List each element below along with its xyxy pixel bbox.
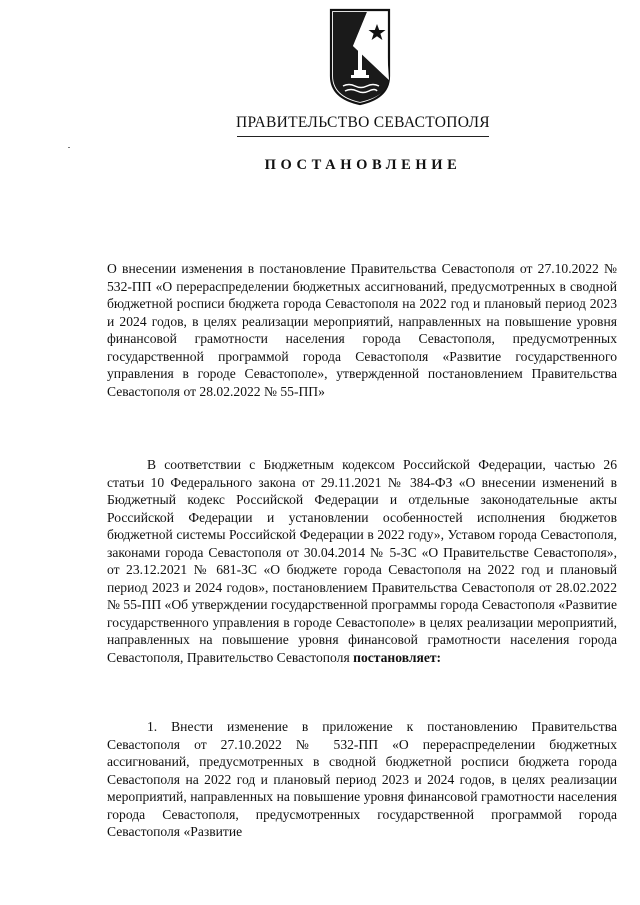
preamble-paragraph (107, 456, 617, 666)
sevastopol-coat-of-arms-icon (327, 6, 393, 106)
clause-1-paragraph: 1. Внести изменение в приложение к постановлению Правительства Севастополя от 27.10.2022 № 532-ПП «О перераспределении бюджетных ассигнований, предусмотренных в сводной бюджетной росписи бюджета города Севастополя на 2022 год и плановый период 2023 и 2024 годов, в целях реализации мероприятий, направленных на повышение уровня финансовой грамотности населения города Севастополя, предусмотренных государственной программой города Севастополя «Развитие (107, 719, 617, 839)
header-underline (237, 136, 489, 137)
document-type-title: ПОСТАНОВЛЕНИЕ (264, 157, 462, 173)
document-subject: О внесении изменения в постановление Правительства Севастополя от 27.10.2022 № 532-ПП «О перераспределении бюджетных ассигнований, предусмотренных в сводной бюджетной росписи бюджета города Севастополя на 2022 год и плановый период 2023 и 2024 годов, в целях реализации мероприятий, направленных на повышение уровня финансовой грамотности населения города Севастополя, предусмотренных государственной программой города Севастополя «Развитие государственного управления в городе Севастополе», утвержденной постановлением Правительства Севастополя от 28.02.2022 № 55-ПП» (107, 261, 617, 399)
preamble-text: В соответствии с Бюджетным кодексом Российской Федерации, частью 26 статьи 10 Федерального закона от 29.11.2021 № 384-ФЗ «О внесении изменений в Бюджетный кодекс Российской Федерации и отдельные законодательные акты Российской Федерации и установлении особенностей исполнения бюджетов бюджетной системы Российской Федерации в 2022 году», Уставом города Севастополя, законами города Севастополя от 30.04.2014 № 5-ЗС «О Правительстве Севастополя», от 23.12.2021 № 681-ЗС «О бюджете города Севастополя на 2022 год и плановый период 2023 и 2024 годов», постановлением Правительства Севастополя от 28.02.2022 № 55-ПП «Об утверждении государственной программы города Севастополя «Развитие государственного управления в городе Севастополе» в целях реализации мероприятий, направленных на повышение уровня финансовой грамотности населения города Севастополя, Правительство Севастополя (107, 457, 617, 665)
scan-speck (68, 147, 70, 148)
government-name: ПРАВИТЕЛЬСТВО СЕВАСТОПОЛЯ (236, 114, 490, 131)
decree-word: постановляет: (353, 649, 442, 665)
